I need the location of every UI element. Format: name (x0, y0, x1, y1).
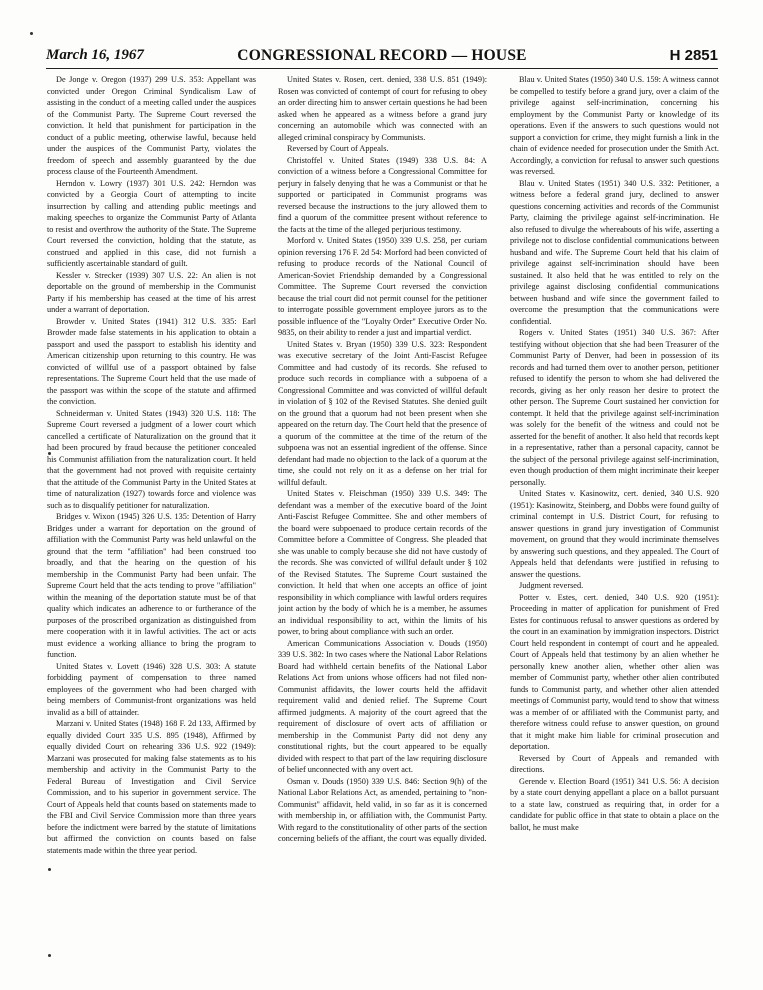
paragraph: Potter v. Estes, cert. denied, 340 U.S. 920 (1951): Proceeding in matter of application for punishment of Fred Estes for continuous refusal to answer questions as ordered by the court in an examination by immigration inspectors. District Court held respondent in contempt of court and he appealed. Court of Appeals held that testimony by an alien whether he personally knew another alien, whether other alien was member of Communist party, whether other alien contributed funds to Communist party, and whether other alien attended meetings of Communist party, would tend to show that witness was a member of or affiliated with the Communist party, and therefore witness could refuse to answer question, on ground that it might make him liable for criminal prosecution and deportation. (510, 592, 719, 751)
paragraph: United States v. Fleischman (1950) 339 U.S. 349: The defendant was a member of the executive board of the Joint Anti-Fascist Refugee Committee. She and other members of the board were subpoenaed to produce certain records of the Committee before a Committee of Congress. She pleaded that she was unable to comply because she did not have custody of the records. She was convicted of willful default under § 102 of the Revised Statutes. The Supreme Court sustained the conviction. It held that when one accepts an office of joint responsibility in which compliance with lawful orders requires joint action by the body of which he is a member, he assumes an individual responsibility to act, within the limits of his power, to bring about compliance with such an order. (278, 489, 487, 636)
paragraph: De Jonge v. Oregon (1937) 299 U.S. 353: Appellant was convicted under Oregon Criminal Syndicalism Law of assisting in the conduct of a meeting called under the auspices of the Communist Party. The Supreme Court reversed the conviction. It held that punishment for participation in the conduct of a public meeting, otherwise lawful, because held under the auspices of the Communist Party, violates the freedom of speech and assembly guaranteed by the due process clause of the Fourteenth Amendment. (47, 75, 256, 176)
paragraph: Marzani v. United States (1948) 168 F. 2d 133, Affirmed by equally divided Court 335 U.S. 895 (1948), Affirmed by equally divided Court on rehearing 336 U.S. 922 (1949): Marzani was prosecuted for making false statements as to his membership and activity in the Communist Party to the Federal Bureau of Investigation and Civil Service Commission, and to his superior in government service. The Court of Appeals held that counts based on statements made to the FBI and Civil Service Commission more than three years before the indictment were barred by the statute of limitations but affirmed the conviction on counts based on false statements made within the three year period. (47, 719, 256, 855)
paragraph: Osman v. Douds (1950) 339 U.S. 846: Section 9(h) of the National Labor Relations Act, as amended, pertaining to "non-Communist" affidavit, held valid, in so far as it is concerned with membership in, or affiliation with, the Communist Party. With regard to the constitutionality of other parts of the section concerning beliefs of the affiant, the court was equally divided. (278, 776, 487, 843)
paragraph: Christoffel v. United States (1949) 338 U.S. 84: A conviction of a witness before a Congressional Committee for perjury in falsely denying that he was a Communist or that he supported or participated in Communist programs was reversed because the instructions to the jury allowed them to find a quorum of the committee present without reference to the facts at the time of the alleged perjurious testimony. (278, 155, 487, 234)
paragraph: United States v. Kasinowitz, cert. denied, 340 U.S. 920 (1951): Kasinowitz, Steinberg, and Dobbs were found guilty of criminal contempt in U.S. District Court, for refusing to answer questions in grand jury investigation of Communist movement, on ground that they would incriminate themselves by answering such questions, and they appealed. The Court of Appeals held that defendants were justified in refusing to answer the questions. (510, 489, 719, 579)
paragraph: United States v. Bryan (1950) 339 U.S. 323: Respondent was executive secretary of the Joint Anti-Fascist Refugee Committee and had custody of its records. She refused to produce such records in compliance with a subpoena of a Congressional Committee and was convicted of willful default in violation of § 102 of the Revised Statutes. She denied guilt on the ground that a quorum had not been present when she appeared on the return day. The Court held that the presence of a quorum of the committee at the time of the return of the subpoena was not an essential ingredient of the offense. Since defendant had made no objection to the lack of a quorum at the time, she could not rely on it as a defense on her trial for willful default. (278, 339, 487, 487)
paragraph: Blau v. United States (1950) 340 U.S. 159: A witness cannot be compelled to testify before a grand jury, over a claim of the privilege against self-incrimination, concerning his employment by the Communist Party or knowledge of its operations. Even if the answers to such questions would not support a conviction for crime, they might furnish a link in the chain of evidence needed for prosecution under the Smith Act. Accordingly, a conviction for refusal to answer such questions was reversed. (510, 75, 719, 176)
paragraph: United States v. Rosen, cert. denied, 338 U.S. 851 (1949): Rosen was convicted of contempt of court for refusing to obey an order directing him to answer certain questions he had been asked when he appeared as a witness before a grand jury concerning an automobile which was connected with an alleged criminal conspiracy by Communists. (278, 75, 487, 142)
paragraph: Kessler v. Strecker (1939) 307 U.S. 22: An alien is not deportable on the ground of membership in the Communist Party if his membership has ceased at the time of his arrest under a warrant of deportation. (47, 270, 256, 314)
scan-mark (48, 954, 51, 957)
page-header (46, 47, 718, 69)
scan-mark (48, 868, 51, 871)
scan-mark (48, 452, 51, 455)
paragraph: Rogers v. United States (1951) 340 U.S. 367: After testifying without objection that she had been Treasurer of the Communist Party of Denver, had been in possession of its records and had turned them over to another person, petitioner refused to identify the person to whom she had delivered the records, giving as her only reason her desire to protect the other person. The Supreme Court sustained her conviction for contempt. It held that the privilege against self-incrimination was solely for the benefit of the witness and could not be asserted for the benefit of another. It also held that records kept in a representative, rather than a personal capacity, cannot be the subject of the personal privilege against self-incrimination, even though production of them might incriminate their keeper personally. (510, 328, 719, 487)
paragraph: Blau v. United States (1951) 340 U.S. 332: Petitioner, a witness before a federal grand jury, declined to answer questions concerning activities and records of the Communist Party, claiming the privilege against self-incrimination. He also refused to divulge the whereabouts of his wife, asserting a privilege not to disclose confidential communications between husband and wife. The Supreme Court held that his claim of privilege against self-incrimination should have been sustained. It also held that he was entitled to rely on the privilege against disclosing confidential communications between husband and wife since the government failed to overcome the presumption that the communications were confidential. (510, 178, 719, 326)
text-column-2 (278, 74, 487, 974)
paragraph: Morford v. United States (1950) 339 U.S. 258, per curiam opinion reversing 176 F. 2d 54: Morford had been convicted of refusing to produce records of the National Council of American-Soviet Friendship demanded by a Congressional Committee. The Supreme Court reversed the conviction because the trial court did not permit counsel for the petitioner to interrogate possible government employee jurors as to the possible influence of the "Loyalty Order" Executive Order No. 9835, on their ability to render a just and impartial verdict. (278, 236, 487, 337)
text-column-1 (47, 74, 256, 974)
header-date: March 16, 1967 (46, 47, 144, 63)
paragraph: Browder v. United States (1941) 312 U.S. 335: Earl Browder made false statements in his application to obtain a passport and used the passport to establish his identity and American citizenship upon returning to this country. He was convicted of willful use of a passport obtained by false representations. The Supreme Court held that the use made of the passport was within the scope of the statute and affirmed the conviction. (47, 316, 256, 406)
header-rule (46, 68, 718, 69)
text-column-3 (510, 74, 719, 974)
paragraph: Schneiderman v. United States (1943) 320 U.S. 118: The Supreme Court reversed a judgment of a lower court which cancelled a certificate of Naturalization on the ground that it had been procured by fraud because the petitioner concealed his Communist affiliation from the naturalization court. It held that the government had not proved with requisite certainty that the attitude of the Communist Party in the United States at time of naturalization (1927) towards force and violence was such as to disqualify petitioner for naturalization. (47, 408, 256, 510)
paragraph: United States v. Lovett (1946) 328 U.S. 303: A statute forbidding payment of compensation to three named employees of the government who had been charged with being members of Communist-front organizations was held invalid as a bill of attainder. (47, 661, 256, 717)
paragraph: American Communications Association v. Douds (1950) 339 U.S. 382: In two cases where the National Labor Relations Board had withheld certain benefits of the National Labor Relations Act from unions whose officers had not filed non-Communist affidavits, the lower courts held the affidavit requirement valid and denied relief. The Supreme Court affirmed judgments. A majority of the court agreed that the requirement of disclosure of overt acts of affiliation or membership in the Communist Party did not deny any constitutional rights, but the court appeared to be equally divided with respect to that part of the law requiring disclosure of belief unconnected with any overt act. (278, 638, 487, 774)
paragraph: Reversed by Court of Appeals and remanded with directions. (510, 753, 719, 774)
paragraph: Herndon v. Lowry (1937) 301 U.S. 242: Herndon was convicted by a Georgia Court of attempting to incite insurrection by calling and attending public meetings and making speeches to organize the Communist Party of Atlanta to resist and overthrow the authority of the State. The Supreme Court reversed the conviction, holding that the statute, as construed and applied in this case, did not furnish a sufficiently ascertainable standard of guilt. (47, 178, 256, 268)
paragraph: Judgment reversed. (519, 581, 584, 590)
paragraph: Bridges v. Wixon (1945) 326 U.S. 135: Detention of Harry Bridges under a warrant for deportation on the ground of affiliation with the Communist Party was held unlawful on the ground that the term "affiliation" had been construed too broadly, and that the hearing on the question of his membership in the Communist Party had been unfair. The Supreme Court held that the acts tending to prove "affiliation" within the meaning of the deportation statute must be of that quality which indicates an adherence to or furtherance of the purposes of the proscribed organization as distinguished from mere cooperation with it in lawful activities. The act or acts must evidence a working alliance to bring the program to function. (47, 512, 256, 659)
header-title: CONGRESSIONAL RECORD — HOUSE (237, 47, 527, 64)
scan-mark (30, 32, 33, 35)
header-page-number: H 2851 (669, 47, 718, 64)
paragraph: Gerende v. Election Board (1951) 341 U.S. 56: A decision by a state court denying appellant a place on a ballot pursuant to a state law, construed as requiring that, in order for a candidate for public office in that state to obtain a place on the ballot, he must make (510, 776, 719, 832)
paragraph: Reversed by Court of Appeals. (287, 144, 389, 153)
